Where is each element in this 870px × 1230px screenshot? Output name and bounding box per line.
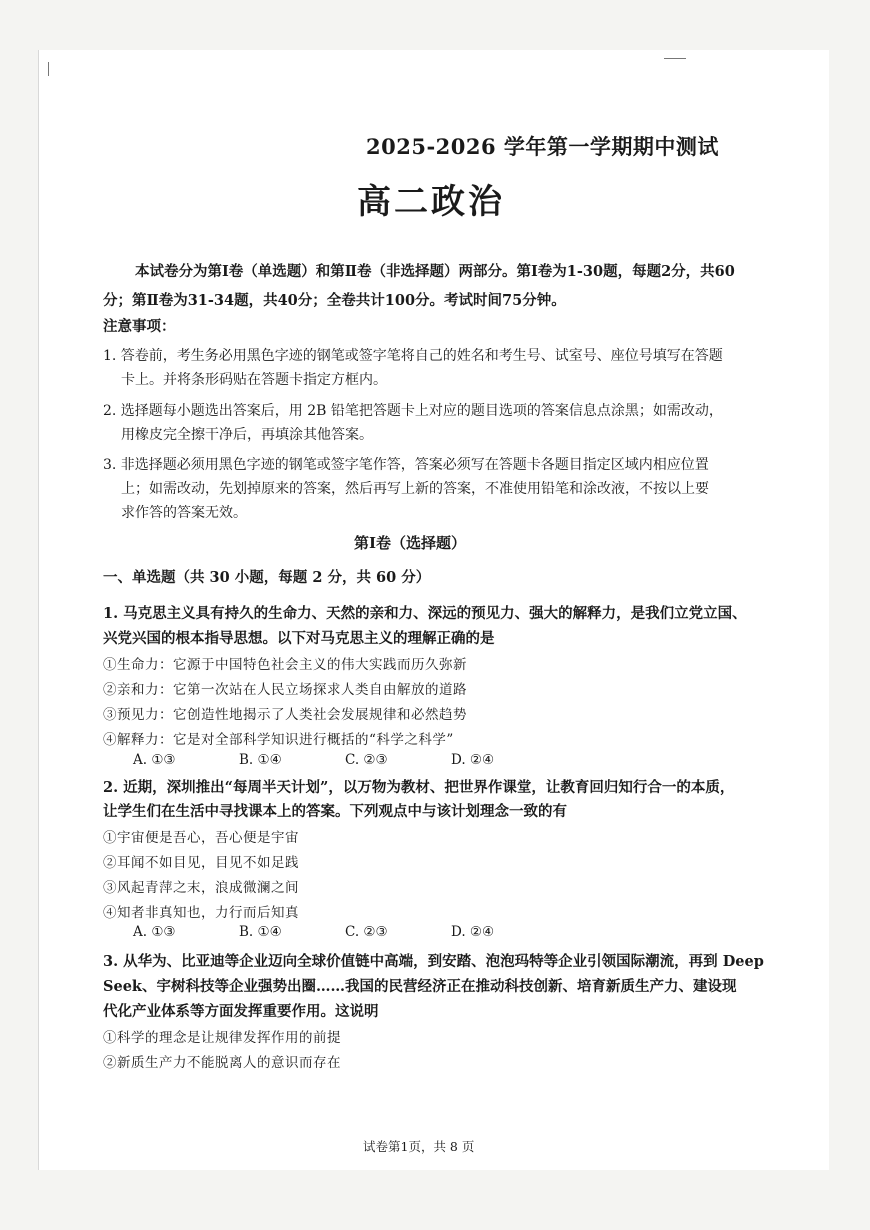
notice-line: 上；如需改动，先划掉原来的答案，然后再写上新的答案，不准使用铅笔和涂改液，不按以上要 (121, 481, 709, 497)
answer-choices (133, 924, 557, 940)
question-option: ②亲和力：它第一次站在人民立场探求人类自由解放的道路 (103, 682, 467, 698)
question-option: ①生命力：它源于中国特色社会主义的伟大实践而历久弥新 (103, 657, 467, 673)
section-title: 第Ⅰ卷（选择题） (354, 534, 467, 552)
choice-d: D. ②④ (451, 924, 495, 940)
notice-title: 注意事项： (103, 318, 176, 335)
notice-line: 求作答的答案无效。 (121, 505, 247, 521)
notice-line: 3. 非选择题必须用黑色字迹的钢笔或签字笔作答，答案必须写在答题卡各题目指定区域内相应位置 (103, 457, 709, 473)
choice-c: C. ②③ (345, 924, 388, 940)
question-option: ②新质生产力不能脱离人的意识而存在 (103, 1055, 341, 1071)
scan-mark-top (664, 58, 686, 59)
question-option: ③风起青萍之末，浪成微澜之间 (103, 880, 299, 896)
subject-title: 高二政治 (357, 182, 505, 222)
notice-item-1 (103, 344, 743, 392)
part-title: 一、单选题（共 30 小题，每题 2 分，共 60 分） (103, 569, 431, 586)
question-option: ①宇宙便是吾心，吾心便是宇宙 (103, 830, 299, 846)
choice-b: B. ①④ (239, 924, 282, 940)
exam-intro: 本试卷分为第Ⅰ卷（单选题）和第Ⅱ卷（非选择题）两部分。第Ⅰ卷为1-30题，每题2分，共60分；第Ⅱ卷为31-34题，共40分；全卷共计100分。考试时间75分钟。 (103, 263, 735, 309)
choice-a: A. ①③ (133, 752, 176, 768)
notice-line: 1. 答卷前，考生务必用黑色字迹的钢笔或签字笔将自己的姓名和考生号、试室号、座位号填写在答题 (103, 348, 723, 364)
question-option: ④解释力：它是对全部科学知识进行概括的“科学之科学” (103, 732, 454, 748)
choice-b: B. ①④ (239, 752, 282, 768)
answer-choices (133, 752, 557, 768)
notice-item-2 (103, 399, 743, 447)
scan-mark-left (48, 62, 49, 76)
question-option: ④知者非真知也，力行而后知真 (103, 905, 299, 921)
notice-item-3 (103, 453, 743, 525)
question-stem: 代化产业体系等方面发挥重要作用。这说明 (103, 1003, 379, 1020)
question-option: ③预见力：它创造性地揭示了人类社会发展规律和必然趋势 (103, 707, 467, 723)
question-stem: 3. 从华为、比亚迪等企业迈向全球价值链中高端，到安踏、泡泡玛特等企业引领国际潮流，再到 Deep (103, 953, 764, 970)
question-option: ①科学的理念是让规律发挥作用的前提 (103, 1030, 341, 1046)
exam-title: 2025-2026 学年第一学期期中测试 (366, 134, 719, 159)
choice-d: D. ②④ (451, 752, 495, 768)
choice-c: C. ②③ (345, 752, 388, 768)
notice-line: 用橡皮完全擦干净后，再填涂其他答案。 (121, 427, 373, 443)
question-stem: 2. 近期，深圳推出“每周半天计划”，以万物为教材、把世界作课堂，让教育回归知行合一的本质， (103, 779, 735, 796)
question-stem: 兴党兴国的根本指导思想。以下对马克思主义的理解正确的是 (103, 630, 495, 647)
question-option: ②耳闻不如目见，目见不如足践 (103, 855, 299, 871)
question-stem: 1. 马克思主义具有持久的生命力、天然的亲和力、深远的预见力、强大的解释力，是我们立党立国、 (103, 605, 747, 622)
question-stem: Seek、宇树科技等企业强势出圈……我国的民营经济正在推动科技创新、培育新质生产力、建设现 (103, 978, 737, 995)
choice-a: A. ①③ (133, 924, 176, 940)
notice-line: 2. 选择题每小题选出答案后，用 2B 铅笔把答题卡上对应的题目选项的答案信息点涂黑；如需改动， (103, 403, 723, 419)
notice-line: 卡上。并将条形码贴在答题卡指定方框内。 (121, 372, 387, 388)
page-footer: 试卷第1页，共 8 页 (363, 1139, 475, 1154)
question-stem: 让学生们在生活中寻找课本上的答案。下列观点中与该计划理念一致的有 (103, 803, 567, 820)
